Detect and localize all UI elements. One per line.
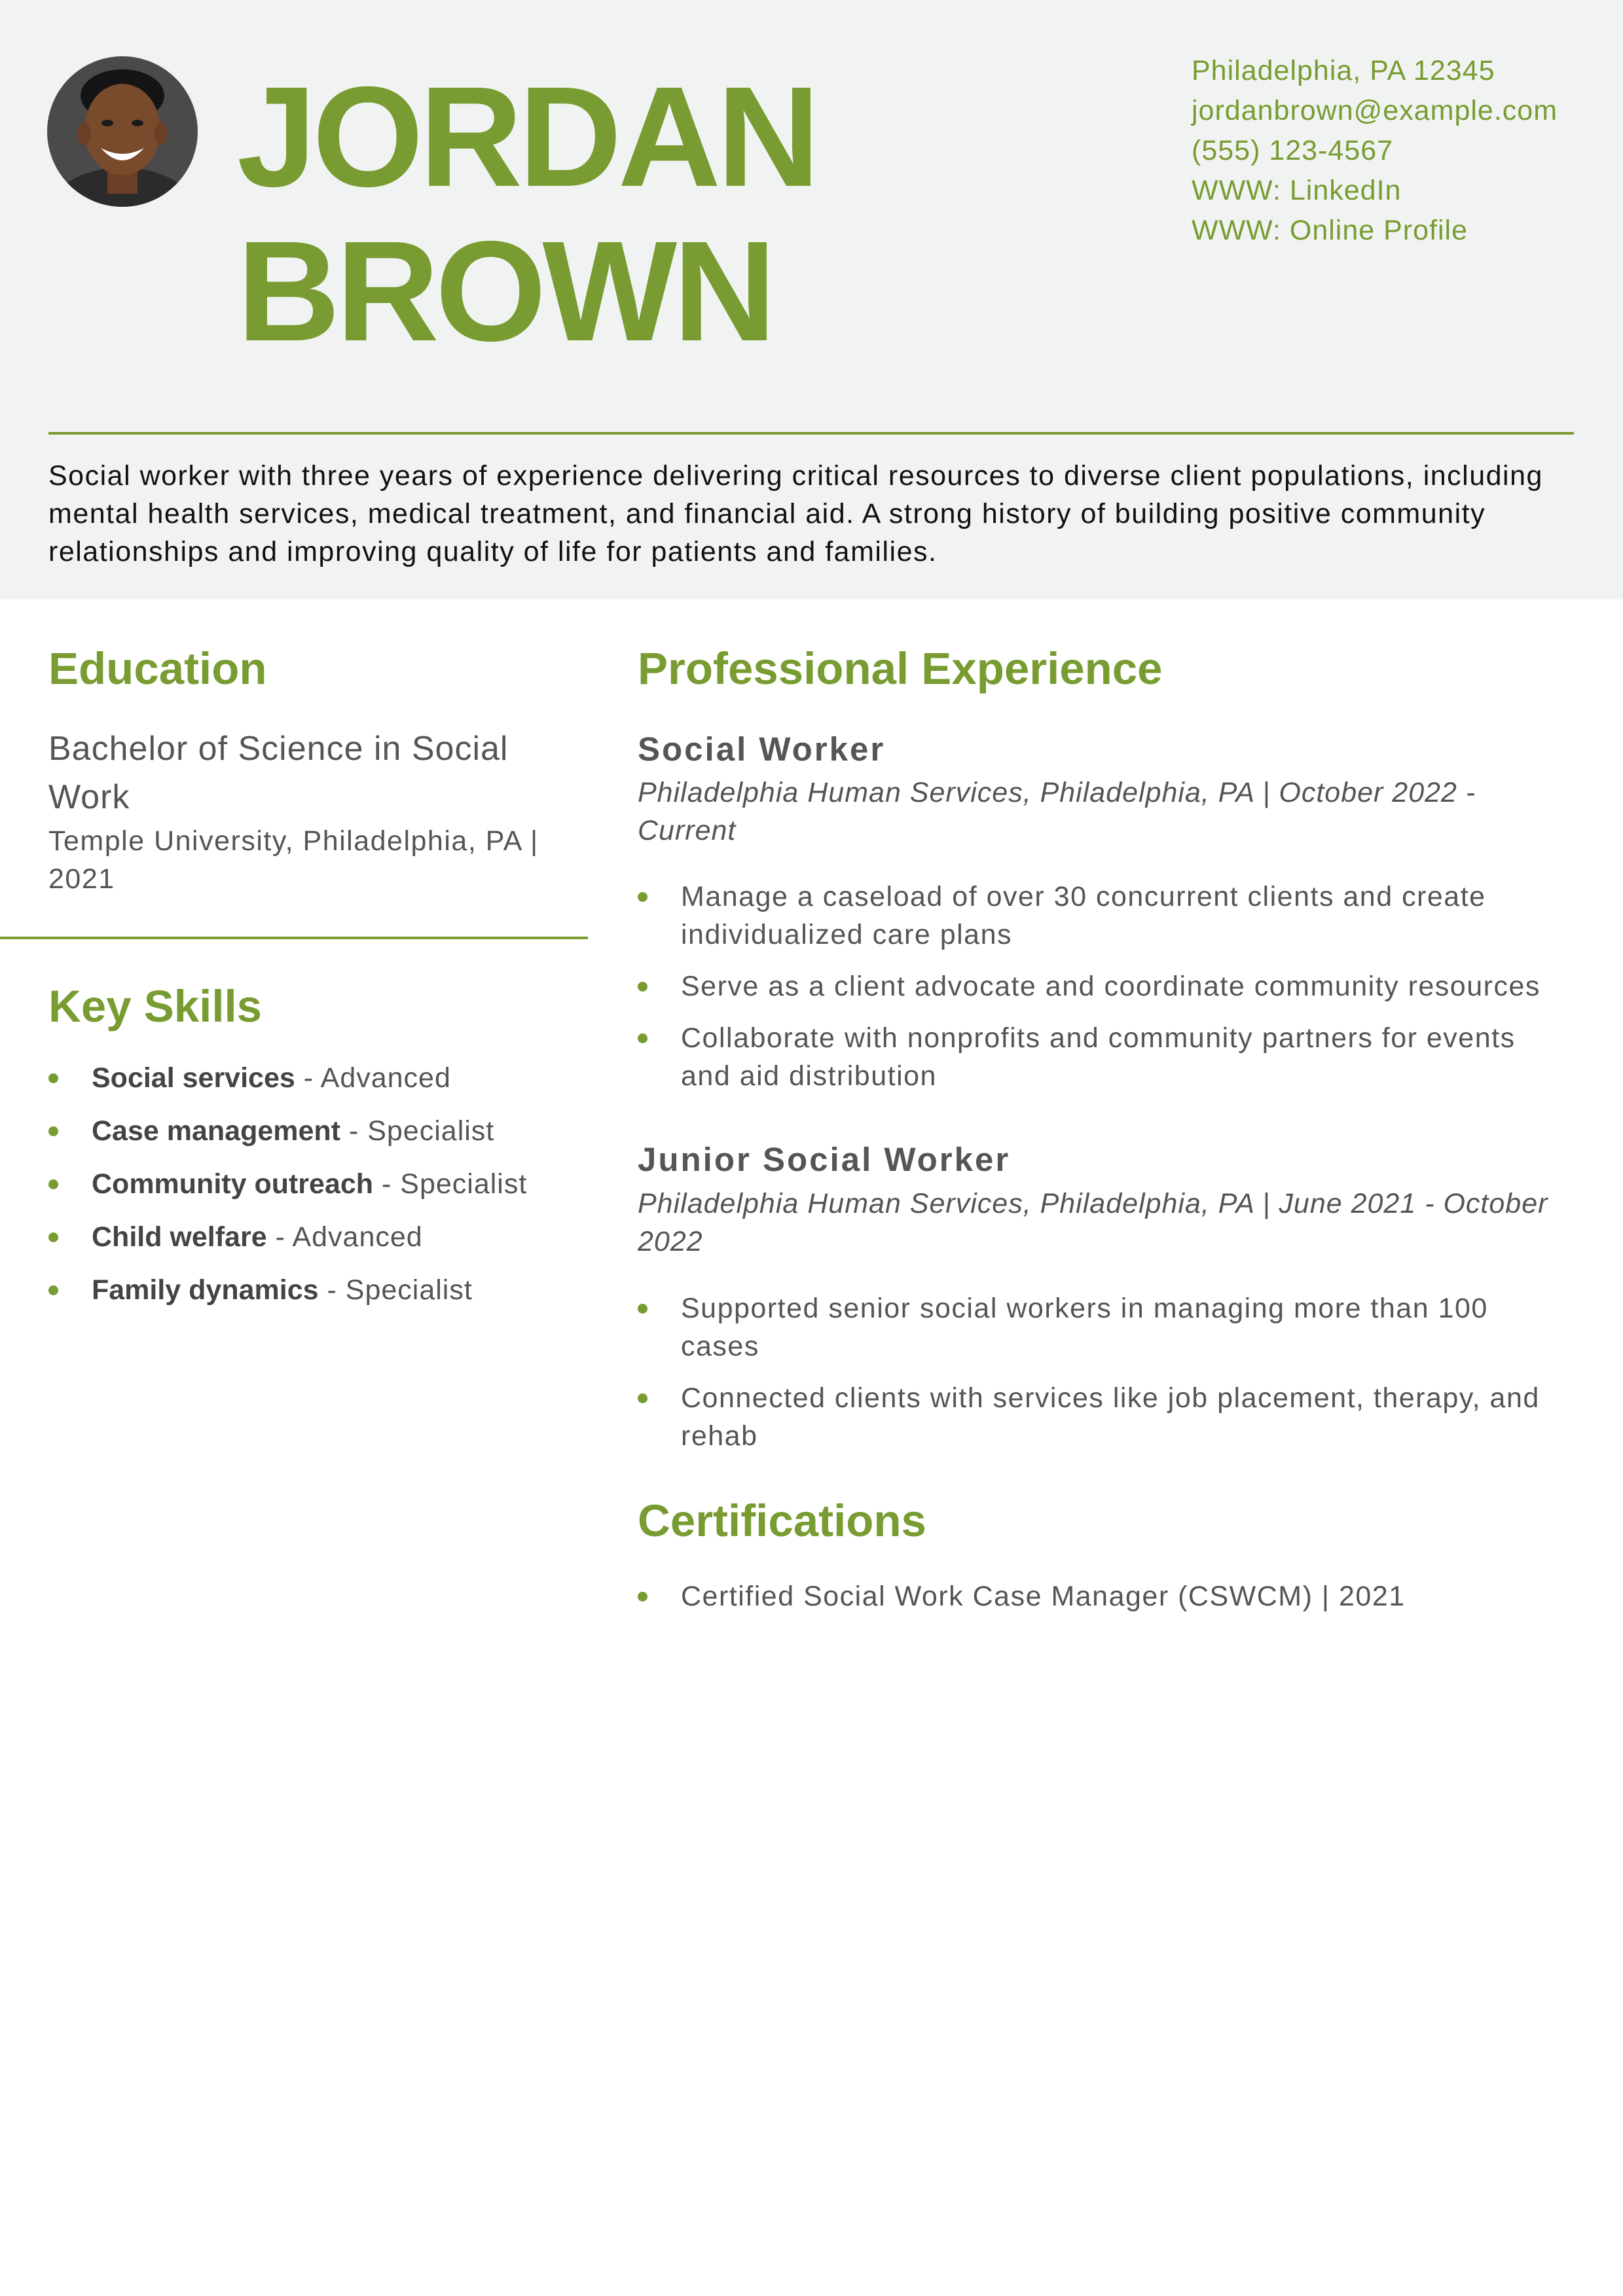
skill-name: Case management xyxy=(92,1115,340,1147)
certifications-list xyxy=(638,1577,1574,1629)
bullet-icon xyxy=(48,1179,58,1189)
skill-name: Child welfare xyxy=(92,1221,267,1253)
certifications-heading: Certifications xyxy=(638,1496,926,1546)
bullet-icon xyxy=(638,1304,647,1314)
skills-list xyxy=(48,1059,572,1324)
bullet-icon xyxy=(638,1033,647,1043)
profile-photo xyxy=(47,56,198,207)
contact-info xyxy=(1192,51,1565,251)
skill-item xyxy=(48,1218,572,1271)
bullet-text: Connected clients with services like job placement, therapy, and rehab xyxy=(681,1382,1540,1452)
skill-item xyxy=(48,1271,572,1324)
skill-name: Family dynamics xyxy=(92,1274,319,1306)
skill-level: - Advanced xyxy=(266,1221,423,1253)
skill-name: Social services xyxy=(92,1062,295,1094)
skill-level: - Specialist xyxy=(340,1115,495,1147)
job-meta: Philadelphia Human Services, Philadelphia, PA | October 2022 - Current xyxy=(638,777,1476,846)
job-title: Social Worker xyxy=(638,730,886,768)
job-bullet xyxy=(638,878,1574,954)
job-bullet xyxy=(638,1019,1574,1095)
skills-heading: Key Skills xyxy=(48,981,263,1031)
bullet-icon xyxy=(48,1126,58,1136)
contact-profile[interactable]: WWW: Online Profile xyxy=(1192,215,1468,246)
candidate-name xyxy=(237,60,816,369)
job-bullet xyxy=(638,1289,1574,1365)
job-bullets xyxy=(638,878,1574,1109)
skill-item xyxy=(48,1059,572,1112)
bullet-icon xyxy=(48,1073,58,1083)
skill-level: - Specialist xyxy=(318,1274,473,1306)
skill-item xyxy=(48,1165,572,1218)
job-bullets xyxy=(638,1289,1574,1469)
bullet-icon xyxy=(638,982,647,992)
bullet-icon xyxy=(638,1393,647,1403)
education-divider xyxy=(0,937,588,939)
education-degree: Bachelor of Science in Social Work xyxy=(48,730,509,816)
job-title: Junior Social Worker xyxy=(638,1141,1011,1178)
bullet-text: Manage a caseload of over 30 concurrent clients and create individualized care plans xyxy=(681,881,1486,950)
bullet-icon xyxy=(48,1285,58,1295)
experience-heading: Professional Experience xyxy=(638,643,1163,694)
professional-summary: Social worker with three years of experience delivering critical resources to diverse client populations, including mental health services, medical treatment, and financial aid. A strong history of building positive community relationships and improving quality of life for patients and families. xyxy=(48,460,1543,567)
bullet-text: Serve as a client advocate and coordinate community resources xyxy=(681,971,1541,1002)
last-name: BROWN xyxy=(237,212,773,371)
education-school: Temple University, Philadelphia, PA | 2021 xyxy=(48,825,539,895)
contact-phone[interactable]: (555) 123-4567 xyxy=(1192,135,1394,166)
first-name: JORDAN xyxy=(237,58,816,217)
header-divider xyxy=(48,432,1574,435)
avatar xyxy=(47,56,198,207)
skill-item xyxy=(48,1112,572,1165)
job-bullet xyxy=(638,967,1574,1005)
bullet-text: Supported senior social workers in managing more than 100 cases xyxy=(681,1293,1488,1362)
certification-text: Certified Social Work Case Manager (CSWCM) | 2021 xyxy=(681,1581,1406,1612)
skill-name: Community outreach xyxy=(92,1168,374,1200)
job-meta: Philadelphia Human Services, Philadelphia, PA | June 2021 - October 2022 xyxy=(638,1188,1548,1257)
bullet-icon xyxy=(638,1592,647,1602)
contact-linkedin[interactable]: WWW: LinkedIn xyxy=(1192,175,1402,206)
contact-email[interactable]: jordanbrown@example.com xyxy=(1192,95,1558,126)
education-heading: Education xyxy=(48,643,267,694)
certification-item xyxy=(638,1577,1574,1615)
header-band xyxy=(0,0,1623,600)
bullet-text: Collaborate with nonprofits and community partners for events and aid distribution xyxy=(681,1022,1516,1092)
contact-location: Philadelphia, PA 12345 xyxy=(1192,55,1495,86)
job-bullet xyxy=(638,1379,1574,1455)
skill-level: - Advanced xyxy=(295,1062,451,1094)
bullet-icon xyxy=(638,892,647,902)
skill-level: - Specialist xyxy=(373,1168,528,1200)
bullet-icon xyxy=(48,1232,58,1242)
